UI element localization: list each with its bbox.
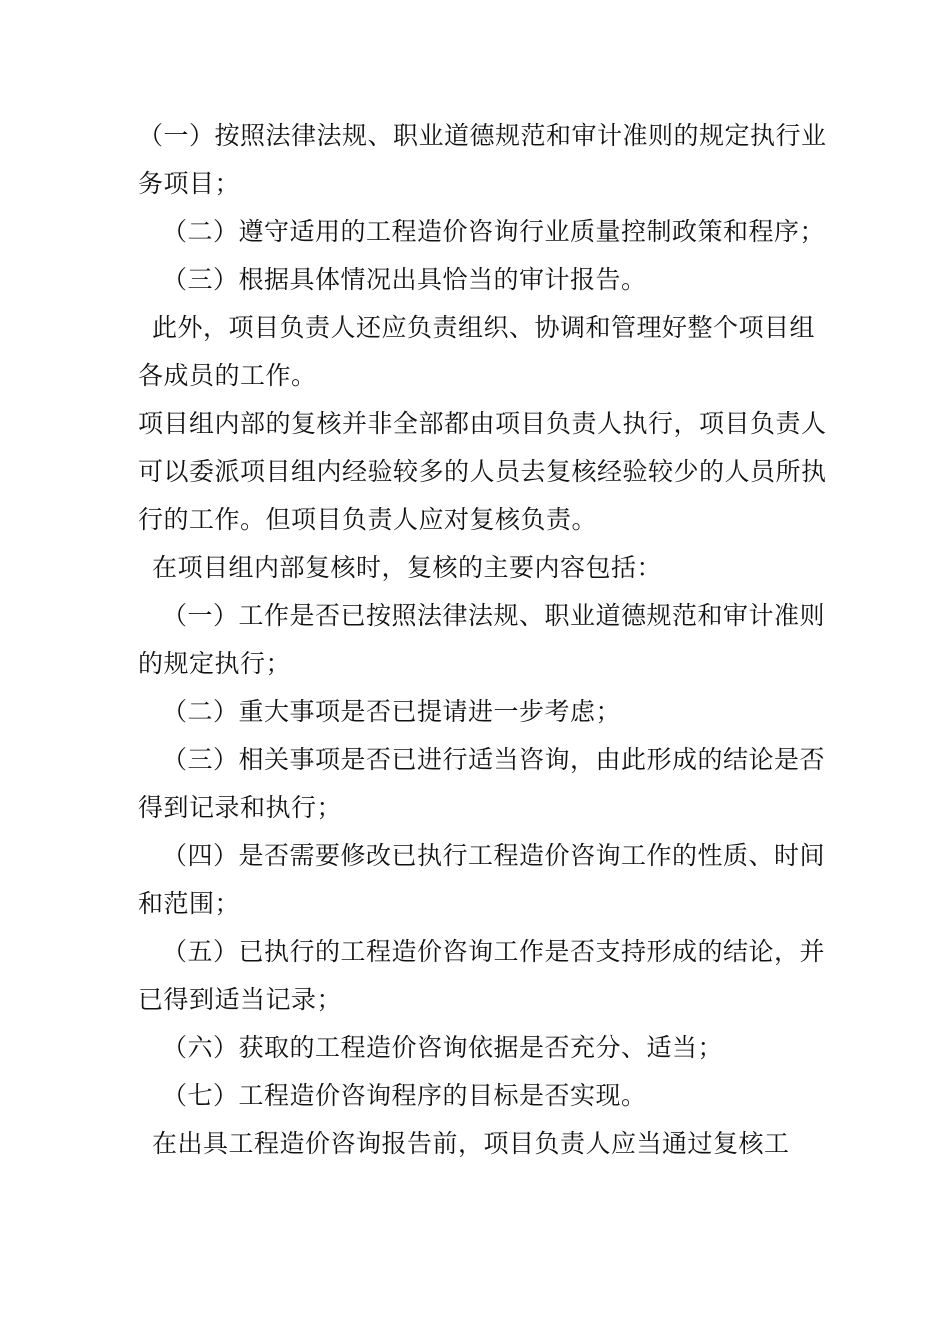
paragraph-2: （二）遵守适用的工程造价咨询行业质量控制政策和程序； [162, 217, 826, 246]
paragraph-8: （二）重大事项是否已提请进一步考虑； [162, 697, 622, 726]
paragraph-11: （五）已执行的工程造价咨询工作是否支持形成的结论，并已得到适当记录； [138, 937, 826, 1014]
paragraph-6: 在项目组内部复核时，复核的主要内容包括： [152, 553, 663, 582]
paragraph-9: （三）相关事项是否已进行适当咨询，由此形成的结论是否得到记录和执行； [138, 745, 826, 822]
document-body [138, 112, 828, 1168]
paragraph-13: （七）工程造价咨询程序的目标是否实现。 [162, 1081, 647, 1110]
paragraph-1: （一）按照法律法规、职业道德规范和审计准则的规定执行业务项目； [138, 121, 827, 198]
paragraph-14: 在出具工程造价咨询报告前，项目负责人应当通过复核工 [152, 1129, 790, 1158]
paragraph-10: （四）是否需要修改已执行工程造价咨询工作的性质、时间和范围； [138, 841, 826, 918]
paragraph-12: （六）获取的工程造价咨询依据是否充分、适当； [162, 1033, 724, 1062]
paragraph-5: 项目组内部的复核并非全部都由项目负责人执行，项目负责人可以委派项目组内经验较多的人员去复核经验较少的人员所执行的工作。但项目负责人应对复核负责。 [138, 409, 827, 534]
paragraph-4: 此外，项目负责人还应负责组织、协调和管理好整个项目组各成员的工作。 [138, 313, 816, 390]
paragraph-3: （三）根据具体情况出具恰当的审计报告。 [162, 265, 647, 294]
paragraph-7: （一）工作是否已按照法律法规、职业道德规范和审计准则的规定执行； [138, 601, 826, 678]
